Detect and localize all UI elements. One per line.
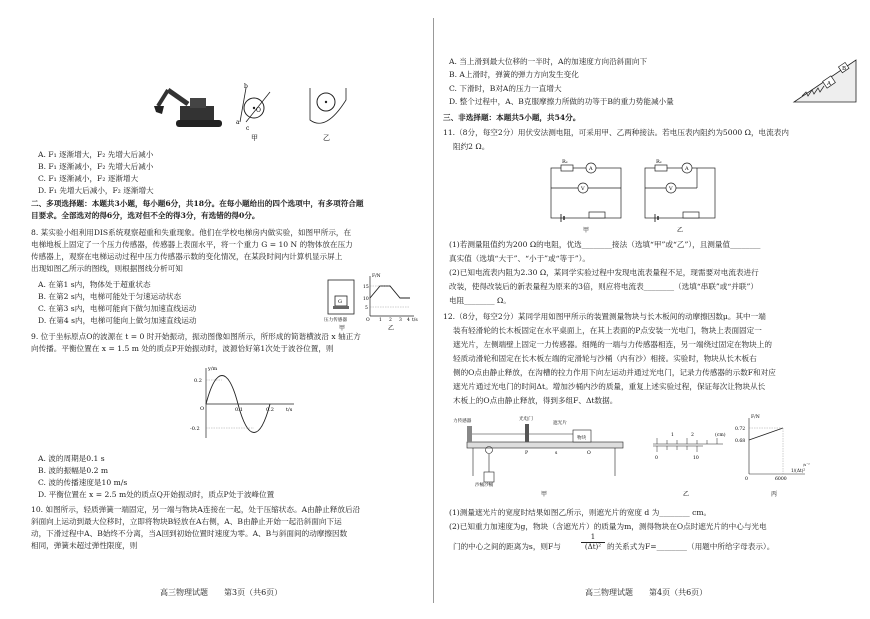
q11-part2-2: 改装，使得改装后的新表量程为原来的3倍，则应将电流表________（选填“串联”或“并联”）: [449, 282, 758, 291]
page-4-footer: 高三物理试题 第4页（共6页）: [585, 588, 708, 597]
fig10-label-a: A: [827, 81, 831, 87]
q7-option-c: C. F₁ 逐渐减小，F₂ 逐渐增大: [38, 174, 139, 183]
fig12-x-title: 1/(Δt)²: [791, 469, 806, 474]
q11-part2-1: (2)已知电流表内阻为2.30 Ω，某同学实验过程中发现电流表量程不足，现需要对电流表进行: [449, 268, 759, 277]
fig9-y-pos: 0.2: [194, 378, 202, 384]
q12-text-4: 轻质动滑轮和固定在长木板左端的定滑轮与沙桶（内有沙）相接。实验时，物块从长木板右: [453, 354, 757, 363]
q12-text-7: 木板上的O点由静止释放，得到多组F、Δt数据。: [453, 396, 618, 405]
q8-option-b: B. 在第2 s内，电梯可能处于匀速运动状态: [38, 292, 182, 301]
fig8-label-yi: 乙: [388, 325, 395, 332]
q10-text-1: 10. 如图所示，轻质弹簧一端固定，另一端与物块A连接在一起，处于压缩状态。A由静止释放后沿: [31, 505, 361, 514]
fig9-x-title: t/s: [286, 407, 293, 413]
fig7-pt-o: O: [256, 107, 261, 114]
q12-text-2: 装有轻滑轮的长木板固定在水平桌面上，在其上表面的P点安装一光电门，物块上表面固定一: [453, 326, 762, 335]
q8-text-1: 8. 某实验小组利用DIS系统观察超重和失重现象。他们在学校电梯房内做实验，如图甲所示，在: [31, 228, 352, 237]
q7-option-b: B. F₁ 逐渐减小，F₂ 先增大后减小: [38, 162, 154, 171]
page-4: [437, 0, 870, 619]
vernier-ruler: [653, 438, 723, 452]
q10-option-d: D. 整个过程中，A、B克服摩擦力所做的功等于B的重力势能减小量: [449, 97, 674, 106]
q7-figure: [150, 80, 370, 142]
fig12-ruler-1: 1: [671, 433, 674, 438]
q9-option-c: C. 波的传播速度是10 m/s: [38, 478, 128, 487]
fig12-y2: 0.68: [735, 439, 746, 444]
fig8-y15: 15: [363, 285, 369, 290]
fig11-label-yi: 乙: [677, 227, 684, 234]
q12-part1: (1)测量遮光片的宽度时结果如图乙所示，则遮光片的宽度 d 为________ cm。: [449, 508, 712, 517]
page-3: [0, 0, 433, 619]
q8-option-a: A. 在第1 s内，物体处于超重状态: [38, 280, 151, 289]
fig11-r-yi: Rₓ: [656, 159, 662, 165]
q11-part2-3: 电阻________ Ω。: [449, 296, 511, 305]
diagram-jia: [240, 88, 270, 122]
q12-part2-3: 的关系式为F=________（用题中所给字母表示）。: [607, 542, 775, 551]
q8-option-d: D. 在第4 s内，电梯可能向上做匀加速直线运动: [38, 316, 197, 325]
q9-option-b: B. 波的振幅是0.2 m: [38, 466, 109, 475]
fig12-shade: 遮光片: [553, 421, 567, 426]
fig11-r-jia: Rₓ: [562, 159, 568, 165]
fig8-sensor-label: 压力传感器: [324, 318, 347, 323]
fig8-y-title: F/N: [372, 274, 381, 279]
fraction-1-over-dt2: [581, 533, 605, 552]
circuit-jia: [551, 163, 621, 222]
fig8-object-label: G: [338, 299, 342, 305]
fig12-origin: 0: [745, 477, 748, 482]
fig8-y5: 5: [365, 306, 368, 311]
fig8-x4: 4: [407, 318, 410, 323]
q10-figure: [792, 54, 860, 106]
fig12-o: O: [587, 451, 591, 456]
q8-text-2: 电梯地板上固定了一个压力传感器，传感器上表面水平，将一个重力 G = 10 N 的物体放在压力: [31, 240, 353, 249]
fig7-pt-c: c: [246, 125, 250, 132]
q12-part2-2: 门的中心之间的距离为s，则F与: [453, 542, 561, 551]
fig7-label-yi: 乙: [323, 134, 330, 142]
fig8-origin: O: [366, 318, 370, 323]
fig12-ruler-0: 0: [655, 456, 658, 461]
fig10-label-b: B: [842, 66, 847, 72]
q9-figure: [190, 364, 300, 442]
fig12-label-bing: 丙: [771, 491, 778, 498]
q10-text-3: 动，下滑过程中A、B始终不分离，当A回到初始位置时速度为零。A、B与斜面间的动摩擦因数: [31, 529, 348, 538]
page-divider: [433, 18, 434, 603]
fig12-ruler-unit: (cm): [715, 433, 726, 438]
q9-option-d: D. 平衡位置在 x = 2.5 m处的质点Q开始振动时，质点P处于波峰位置: [38, 490, 275, 499]
excavator-icon: [154, 90, 222, 127]
section3-title: 三、非选择题：本题共5小题，共54分。: [443, 113, 581, 122]
q11-part1-2: 真实值（选填“大于”、“小于”或“等于”）。: [449, 254, 590, 263]
fig12-y1: 0.72: [735, 427, 746, 432]
graph-bing: [749, 418, 805, 474]
fig12-sensor: 力传感器: [453, 419, 472, 424]
fig8-x3: 3: [399, 318, 402, 323]
apparatus-jia: [467, 424, 623, 482]
fig12-ruler-2: 2: [691, 433, 694, 438]
q11-figure: [547, 160, 727, 236]
fig12-y-title: F/N: [751, 415, 760, 420]
fig8-y10: 10: [363, 297, 369, 302]
fig8-x2: 2: [389, 318, 392, 323]
fig9-origin: O: [200, 406, 205, 412]
fig12-s: s: [555, 451, 558, 456]
q8-option-c: C. 在第3 s内，电梯可能向下做匀加速直线运动: [38, 304, 197, 313]
fig9-x2: 0.2: [266, 407, 274, 413]
q10-text-2: 斜面向上运动到最大位移时，立即将物块B轻放在A右侧，A、B由静止开始一起沿斜面向下运: [31, 517, 342, 526]
section2-title-1: 二、多项选择题：本题共3小题，每小题6分，共18分。在每小题给出的四个选项中，有多项符合题: [31, 199, 364, 208]
fig11-ammeter-yi: A: [685, 166, 689, 172]
fig12-ruler-10: 10: [693, 456, 699, 461]
diagram-yi: [310, 88, 346, 123]
q7-option-a: A. F₁ 逐渐增大，F₂ 先增大后减小: [38, 150, 154, 159]
q10-option-a: A. 当上滑到最大位移的一半时，A的加速度方向沿斜面向下: [449, 57, 648, 66]
fig11-voltmeter-jia: V: [581, 186, 585, 192]
q11-text-1: 11.（8分，每空2分）用伏安法测电阻，可采用甲、乙两种接法。若电压表内阻约为5000 Ω，电流表内: [443, 128, 789, 137]
q11-text-2: 阻约2 Ω。: [453, 142, 490, 151]
q11-part1-1: (1)若测量阻值约为200 Ω的电阻，优选________接法（选填“甲”或“乙”），且测量值________: [449, 240, 761, 249]
fig9-y-title: y/m: [208, 366, 218, 372]
q8-text-3: 传感器上，观察在电梯运动过程中压力传感器示数的变化情况，在某段时间内计算机显示屏上: [31, 252, 343, 261]
fraction-numerator: 1: [581, 533, 605, 543]
q8-figure: [326, 272, 421, 334]
q10-option-b: B. A上滑时，弹簧的弹力方向发生变化: [449, 70, 579, 79]
page-3-footer: 高三物理试题 第3页（共6页）: [160, 588, 283, 597]
q12-part2-1: (2)已知重力加速度为g，物块（含遮光片）的质量为m，测得物块在O点时遮光片的中心与光电: [449, 522, 767, 531]
fig12-x-unit: /s⁻²: [803, 462, 810, 467]
fig12-label-jia: 甲: [541, 491, 548, 498]
fig8-label-jia: 甲: [339, 325, 346, 332]
q12-text-6: 遮光片通过光电门的时间Δt。增加沙桶内沙的质量，重复上述实验过程，保证每次让物块从长: [453, 382, 766, 391]
q12-text-1: 12.（8分，每空2分）某同学用如图甲所示的装置测量物块与长木板间的动摩擦因数μ。其中一端: [443, 312, 766, 321]
q10-option-c: C. 下滑时，B对A的压力一直增大: [449, 84, 562, 93]
fig11-voltmeter-yi: V: [669, 186, 673, 192]
fig9-y-neg: -0.2: [190, 426, 200, 432]
q9-option-a: A. 波的周期是0.1 s: [38, 454, 105, 463]
q12-figure: [453, 414, 813, 498]
q12-text-3: 遮光片，左侧端壁上固定一力传感器。细绳的一端与力传感器相连，另一端绕过固定在物块上的: [453, 340, 772, 349]
section2-title-2: 目要求。全部选对的得6分，选对但不全的得3分，有选错的得0分。: [31, 211, 260, 220]
q9-text-2: 向传播。平衡位置在 x = 1.5 m 处的质点P开始振动时，波源恰好第1次处于波谷位置，则: [31, 344, 334, 353]
fig11-label-jia: 甲: [583, 227, 590, 234]
fig7-pt-a: a: [236, 119, 240, 126]
q7-option-d: D. F₁ 先增大后减小，F₂ 逐渐增大: [38, 186, 154, 195]
circuit-yi: [645, 163, 715, 222]
fig9-x1: 0.1: [235, 407, 243, 413]
fig12-gate: 光电门: [519, 417, 533, 422]
fig12-block: 物块: [577, 436, 587, 441]
fig7-label-jia: 甲: [251, 134, 258, 142]
q9-text-1: 9. 位于坐标原点O的波源在 t = 0 时开始振动，振动图像如图所示，所形成的简谐横波沿 x 轴正方: [31, 332, 361, 341]
fraction-denominator: (Δt)²: [584, 543, 602, 551]
fig7-pt-b: b: [244, 83, 248, 90]
q10-text-4: 相同，弹簧未超过弹性限度，则: [31, 541, 138, 550]
q12-text-5: 侧的O点由静止释放，在沟槽的拉力作用下向左运动并通过光电门，记录力传感器的示数F和对应: [453, 368, 776, 377]
q8-text-4: 出现如图乙所示的图线，则根据图线分析可知: [31, 264, 183, 273]
fig11-ammeter-jia: A: [589, 166, 593, 172]
fig8-x-title: t/s: [412, 318, 418, 323]
fig12-bucket: 沙桶沙桶: [475, 483, 494, 488]
fig12-p: P: [525, 451, 529, 456]
fig12-label-yi: 乙: [683, 491, 690, 498]
fig12-x-val: 6000: [775, 477, 787, 482]
fig8-x1: 1: [379, 318, 382, 323]
